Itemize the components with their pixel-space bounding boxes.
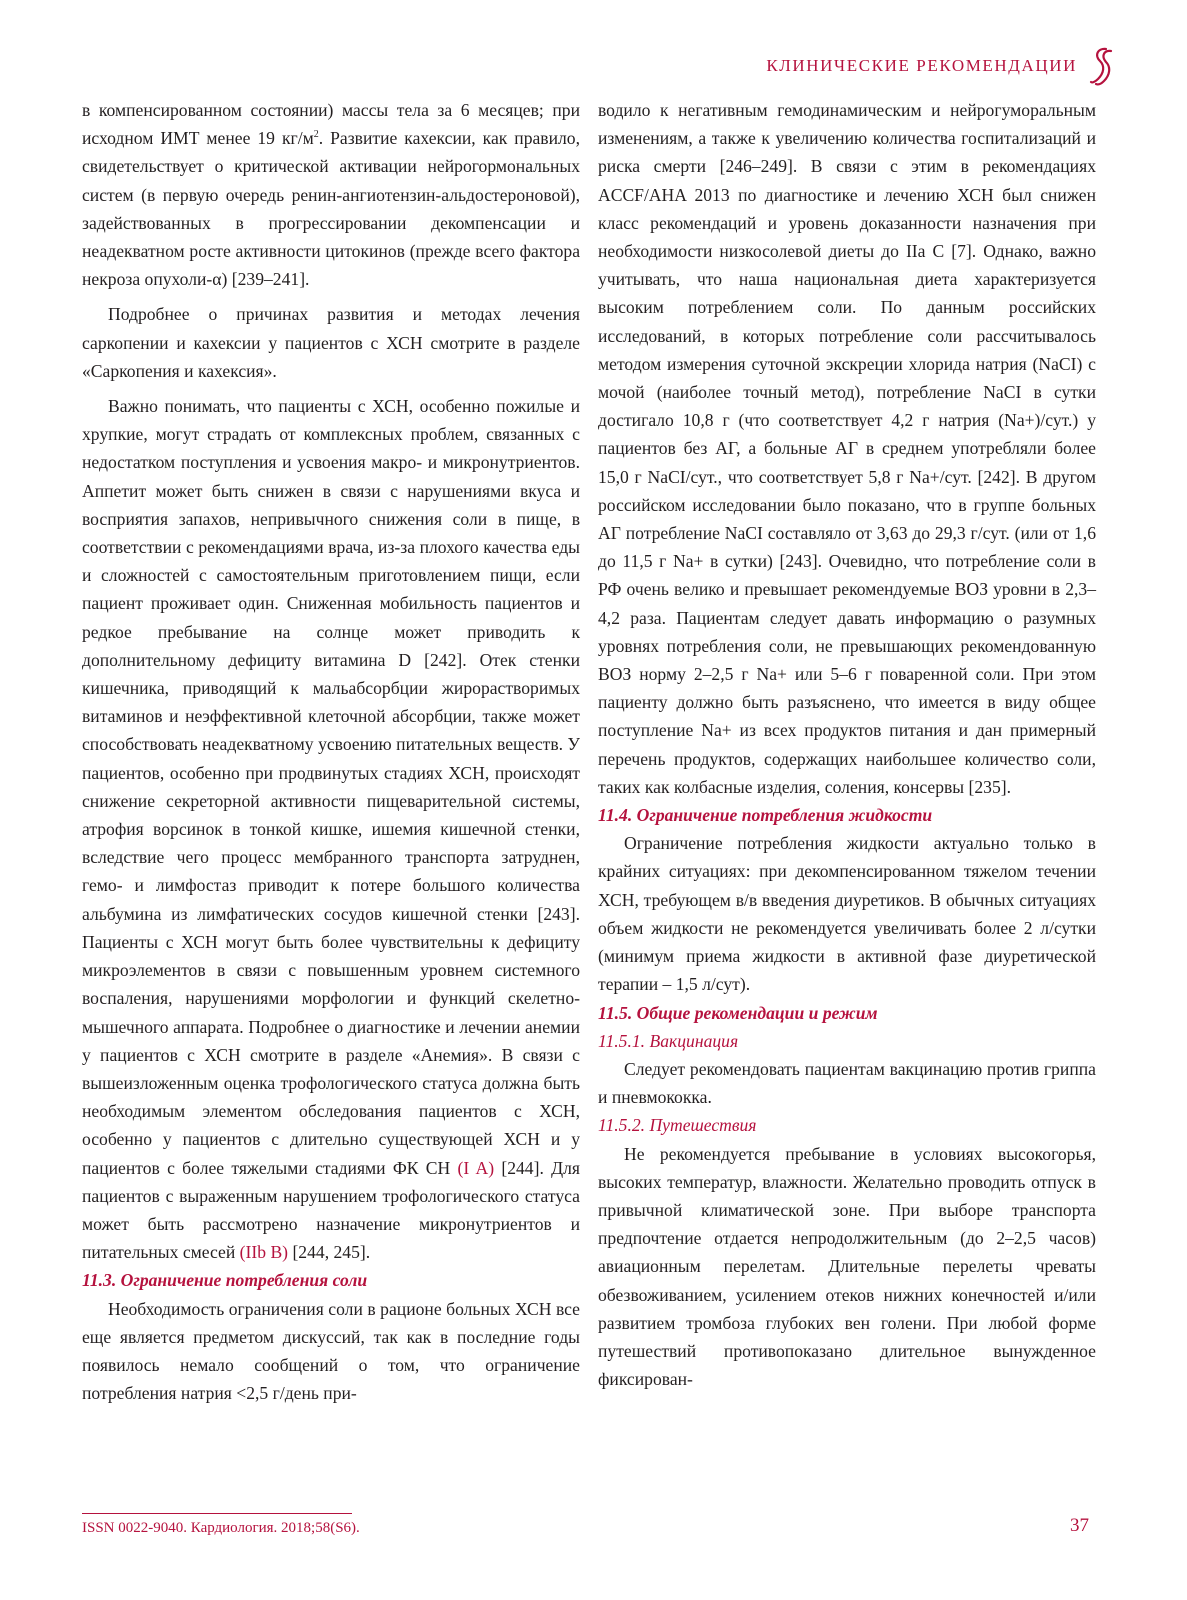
running-header [766,46,1115,86]
running-header-title: КЛИНИЧЕСКИЕ РЕКОМЕНДАЦИИ [766,56,1077,75]
paragraph-nutrition: Важно понимать, что пациенты с ХСН, особенно пожилые и хрупкие, могут страдать от комплексных проблем, связанных с недостатком поступления и усвоения макро- и микронутриентов. Аппетит может быть снижен в связи с нарушениями вкуса и восприятия запахов, непривычного снижения соли в пище, в соответствии с рекомендациями врача, из-за плохого качества еды и сложностей с самостоятельным приготовлением пищи, если пациент проживает один. Сниженная мобильность пациентов и редкое пребывание на солнце может приводить к дополнительному дефициту витамина D [242]. Отек стенки кишечника, приводящий к мальабсорбции жирорастворимых витаминов и неэффективной клеточной абсорбции, также может способствовать неадекватному усвоению питательных веществ. У пациентов, особенно при продвинутых стадиях ХСН, происходят снижение секреторной активности пищеварительной системы, атрофия ворсинок в тонкой кишке, ишемия кишечной стенки, вследствие чего процесс мембранного транспорта затруднен, гемо- и лимфостаз приводит к потере большого количества альбумина из лимфатических сосудов кишечной стенки [243]. Пациенты с ХСН могут быть более чувствительны к дефициту микроэлементов в связи с повышенным уровнем системного воспаления, нарушениями морфологии и функций скелетно-мышечного аппарата. Подробнее о диагностике и лечении анемии у пациентов с ХСН смотрите в разделе «Анемия». В связи с вышеизложенным оценка трофологического статуса должна быть необходимым элементом обследования пациентов с ХСН, особенно у пациентов с длительно существующей ХСН и у пациентов с более тяжелыми стадиями ФК СН (I A) [244]. Для пациентов с выраженным нарушением трофологического статуса может быть рассмотрено назначение микронутриентов и питательных смесей (IIb B) [244, 245]. [82,396,580,1263]
paragraph-fluid: Ограничение потребления жидкости актуально только в крайних ситуациях: при декомпенсированном тяжелом течении ХСН, требующем в/в введения диуретиков. В обычных ситуациях объем жидкости не рекомендуется увеличивать более 2 л/сутки (минимум приема жидкости в активной фазе диуретической терапии – 1,5 л/сут). [598,833,1096,995]
footer-divider [82,1513,352,1514]
subsection-heading-11-5-1: 11.5.1. Вакцинация [598,1030,739,1051]
superscript-2: 2 [313,129,319,141]
right-column [598,96,1096,1393]
section-heading-11-5: 11.5. Общие рекомендации и режим [598,1002,878,1023]
paragraph-cachexia: в компенсированном состоянии) массы тела за 6 месяцев; при исходном ИМТ менее 19 $кг/м^2$. Развитие кахексии, как правило, свидетельствует о критической активации нейрогормональных систем (в первую очередь ренин-ангиотензин-альдостероновой), задействованных в прогрессировании декомпенсации и неадекватном росте активности цитокинов (прежде всего фактора некроза опухоли-α) [239–241]. [82,100,581,290]
paragraph-salt-continued: водило к негативным гемодинамическим и нейрогуморальным изменениям, а также к увеличению количества госпитализаций и риска смерти [246–249]. В связи с этим в рекомендациях ACCF/AHA 2013 по диагностике и лечению ХСН был снижен класс рекомендаций и уровень доказанности назначения при необходимости низкосолевой диеты до IIa C [7]. Однако, важно учитывать, что наша национальная диета характеризуется высоким потреблением соли. По данным российских исследований, в которых потребление соли рассчитывалось методом измерения суточной экскреции хлорида натрия (NaCI) с мочой (наиболее точный метод), потребление NaCI в сутки достигало 10,8 г (что соответствует 4,2 г натрия (Na+)/сут.) у пациентов без АГ, а больные АГ в среднем употребляли более 15,0 г NaCI/сут., что соответствует 5,8 г Na+/сут. [242]. В другом российском исследовании было показано, что в группе больных АГ потребление NaCI составляло от 3,63 до 29,3 г/сут. (или от 1,6 до 11,5 г Na+ в сутки) [243]. Очевидно, что потребление соли в РФ очень велико и превышает рекомендуемые ВОЗ уровни в 2,3–4,2 раза. Пациентам следует давать информацию о разумных уровнях потребления соли, не превышающих рекомендованную ВОЗ норму 2–2,5 г Na+ или 5–6 г поваренной соли. При этом пациенту должно быть разъяснено, что имеется в виду общее поступление Na+ из всех продуктов питания и дан примерный перечень продуктов, содержащих наибольшее количество соли, таких как колбасные изделия, соления, консервы [235]. [598,100,1096,797]
evidence-grade-ia: (I A) [457,1157,495,1178]
section-heading-11-4: 11.4. Ограничение потребления жидкости [598,805,933,826]
paragraph-vaccination: Следует рекомендовать пациентам вакцинацию против гриппа и пневмококка. [598,1058,1096,1108]
journal-logo-icon [1089,46,1115,86]
section-heading-11-3: 11.3. Ограничение потребления соли [82,1270,368,1291]
evidence-grade-iib-b: (IIb B) [239,1242,289,1263]
paragraph-salt-intro: Необходимость ограничения соли в рационе больных ХСН все еще является предметом дискуссий, так как в последние годы появилось немало сообщений о том, что ограничение потребления натрия <2,5 г/день при- [82,1298,580,1404]
paragraph-sarcopenia-ref: Подробнее о причинах развития и методах лечения саркопении и кахексии у пациентов с ХСН смотрите в разделе «Саркопения и кахексия». [82,304,580,381]
subsection-heading-11-5-2: 11.5.2. Путешествия [598,1115,757,1136]
page-number: 37 [1070,1515,1089,1536]
footer-citation: ISSN 0022-9040. Кардиология. 2018;58(S6). [82,1520,360,1536]
left-column [82,96,580,1407]
paragraph-travel: Не рекомендуется пребывание в условиях высокогорья, высоких температур, влажности. Желательно проводить отпуск в привычной климатической зоне. При выборе транспорта предпочтение отдается непродолжительным (до 2–2,5 часов) авиационным перелетам. Длительные перелеты чреваты обезвоживанием, усилением отеков нижних конечностей и/или развитием тромбоза глубоких вен голени. При любой форме путешествий противопоказано длительное вынужденное фиксирован- [598,1143,1096,1390]
